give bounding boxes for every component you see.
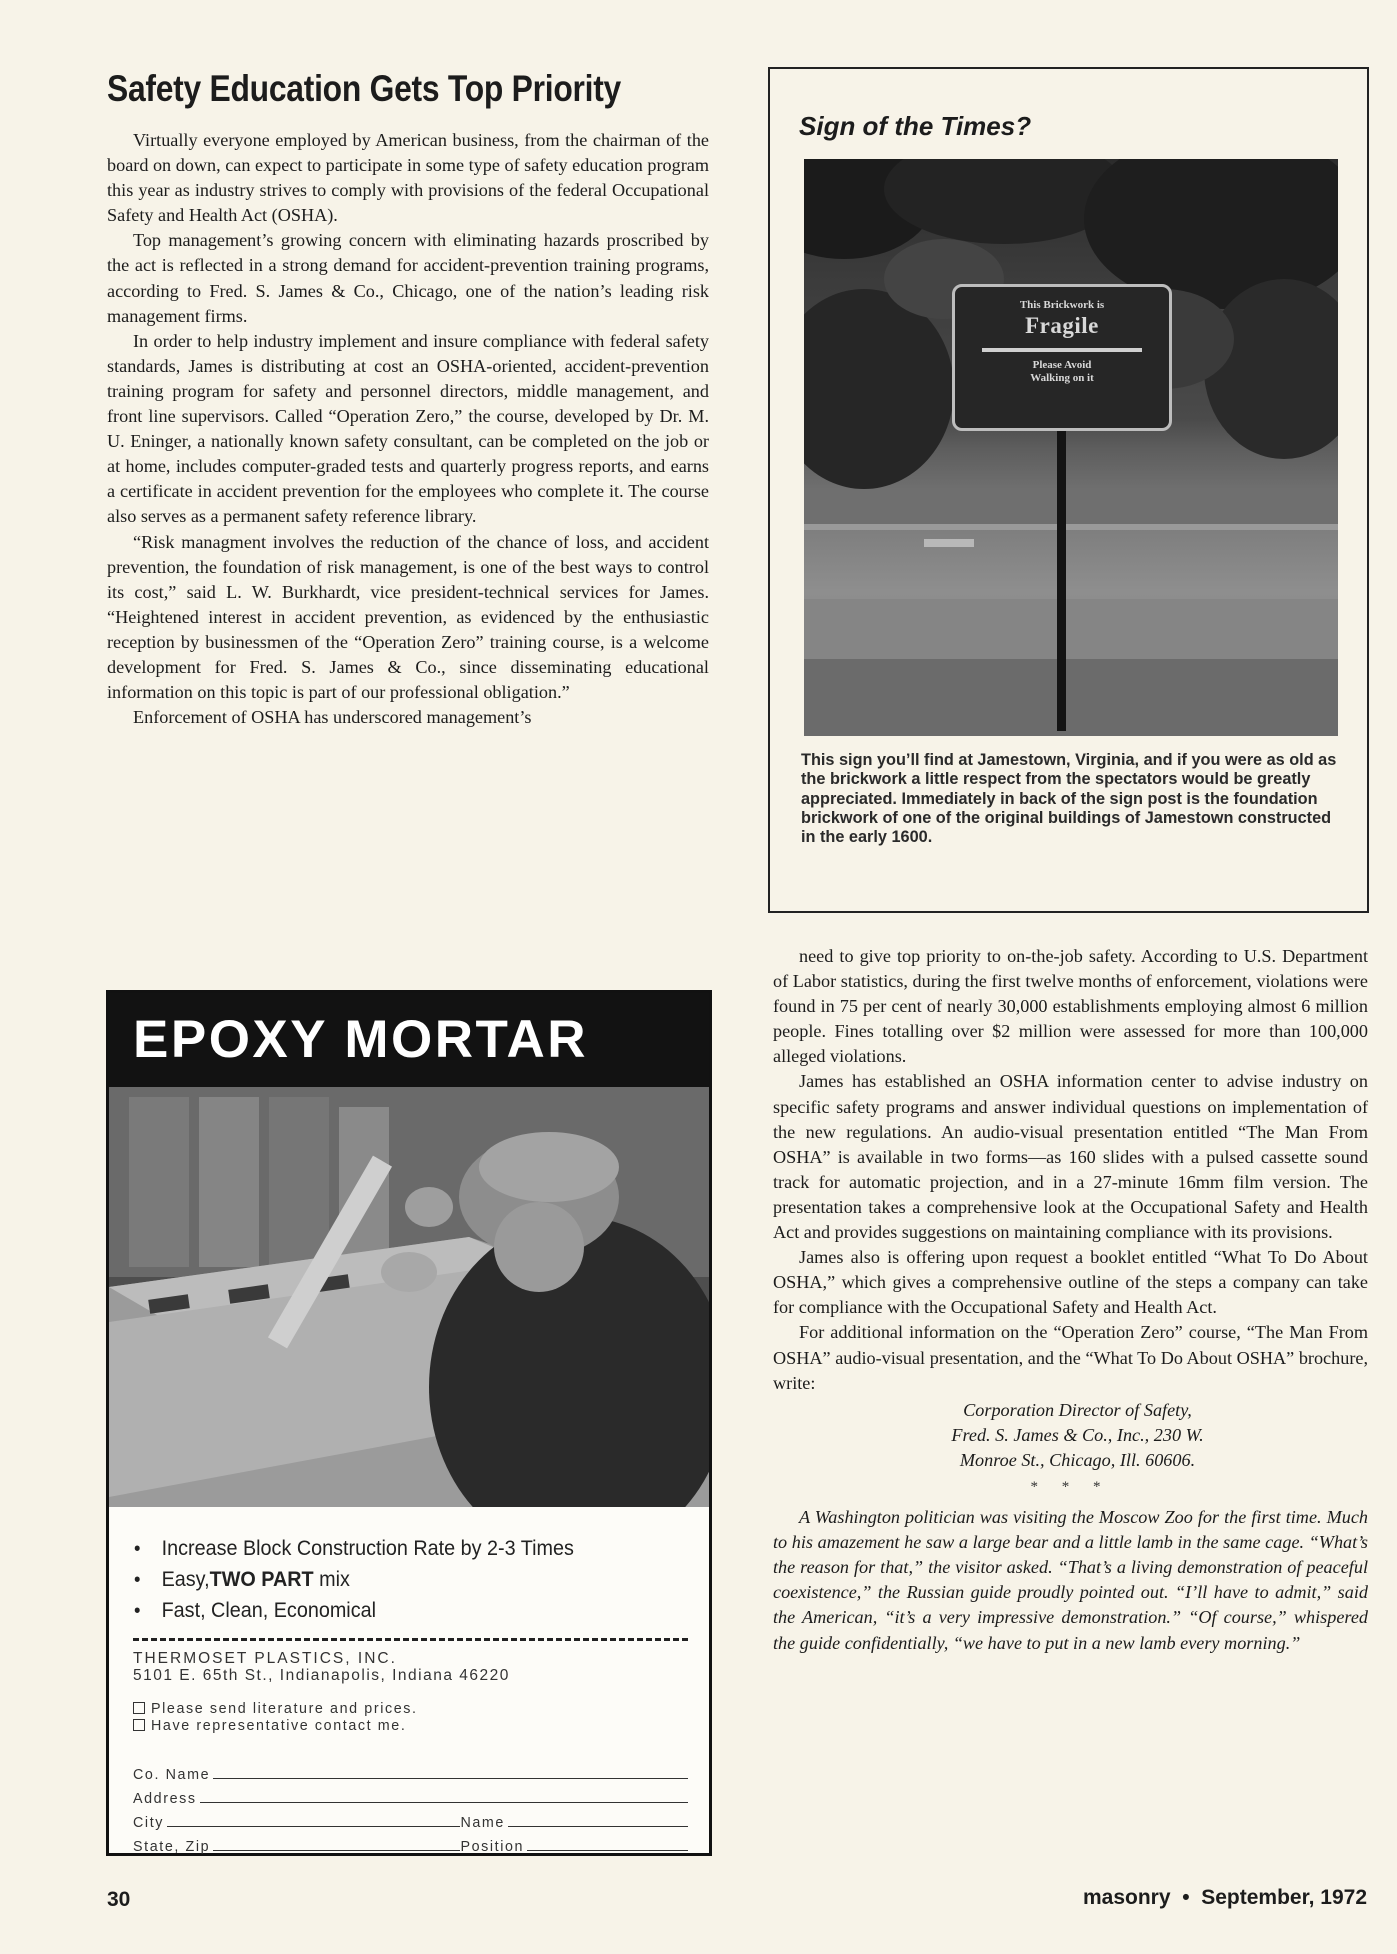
- address-line: Corporation Director of Safety,: [963, 1399, 1192, 1420]
- sidebar-title: Sign of the Times?: [799, 111, 1032, 141]
- ad-photo-worker: [109, 1087, 709, 1507]
- sign-divider: [982, 348, 1142, 352]
- coupon-option-literature[interactable]: [133, 1701, 688, 1718]
- field-label: State, Zip: [133, 1839, 211, 1855]
- ad-bullet-text: mix: [313, 1567, 350, 1591]
- article-paragraph: Virtually everyone employed by American business, from the chairman of the board on down, can expect to participate in some type of safety education program this year as industry strives to comply with provisions of the federal Occupational Safety and Health Act (OSHA).: [107, 130, 709, 226]
- article-paragraph: Enforcement of OSHA has underscored management’s: [133, 707, 532, 728]
- ad-coupon: [133, 1638, 688, 1855]
- coupon-option-representative[interactable]: [133, 1718, 688, 1735]
- sign-small-text: This Brickwork is: [1019, 299, 1105, 311]
- article-paragraph: For additional information on the “Operation Zero” course, “The Man From OSHA” audio-visual presentation, and the “What To Do About OSHA” brochure, write:: [773, 1322, 1368, 1393]
- ad-bullet-bold: TWO PART: [209, 1567, 314, 1591]
- epoxy-mortar-ad: [106, 990, 712, 1856]
- ad-photo-illustration: [109, 1087, 709, 1507]
- coupon-field-position[interactable]: [460, 1839, 688, 1855]
- sidebar-box: [768, 67, 1369, 913]
- jamestown-sign-photo: [804, 159, 1338, 736]
- filler-joke: A Washington politician was visiting the Moscow Zoo for the first time. Much to his amazement he saw a large bear and a little lamb in the same cage. “What’s the reason for that,” the visitor asked. “That’s a living demonstration of peaceful coexistence,” the Russian guide proudly pointed out. “I’ll have to admit,” said the American, “it’s a very impressive demonstration.” “Of course,” whispered the guide confidentially, “we have to put in a new lamb every morning.”: [773, 1507, 1368, 1653]
- article-paragraph: James also is offering upon request a booklet entitled “What To Do About OSHA,” which gives a comprehensive outline of the steps a company can take for compliance with the Occupational Safety and Health Act.: [773, 1247, 1368, 1318]
- ad-headline: EPOXY MORTAR: [109, 993, 709, 1087]
- coupon-field-name[interactable]: [460, 1815, 688, 1831]
- ad-bullet: [134, 1564, 649, 1595]
- checkbox-literature[interactable]: [133, 1702, 145, 1714]
- article-paragraph: “Risk managment involves the reduction of the chance of loss, and accident prevention, the foundation of risk management, is one of the best ways to control its cost,” said L. W. Burkhardt, vice president-technical services for James. “Heightened interest in accident prevention, as evidenced by the enthusiastic reception by businessmen of the “Operation Zero” training course, is a welcome development for Fred. S. James & Co., since disseminating educational information on this topic is part of our professional obligation.”: [107, 531, 709, 703]
- ad-bullet: [134, 1533, 649, 1564]
- sign-line: Walking on it: [1030, 372, 1094, 384]
- coupon-option-label: Have representative contact me.: [151, 1718, 407, 1734]
- sign-line: Please Avoid: [1032, 359, 1092, 371]
- coupon-field-state-zip[interactable]: [133, 1839, 460, 1855]
- article-paragraph: need to give top priority to on-the-job safety. According to U.S. Department of Labor statistics, during the first twelve months of enforcement, violations were found in 75 per cent of nearly 30,000 establishments employing almost 6 million people. Fines totalling over $2 million were assessed for more than 100,000 alleged violations.: [773, 946, 1368, 1067]
- sign-post: [1057, 431, 1066, 731]
- fragile-sign: [952, 284, 1172, 431]
- article-left-column: [107, 128, 709, 730]
- photo-caption: This sign you’ll find at Jamestown, Virginia, and if you were as old as the brickwork a little respect from the spectators would be greatly appreciated. Immediately in back of the sign post is the foundation brickwork of one of the original buildings of Jamestown constructed in the early 1600.: [801, 751, 1337, 847]
- contact-address: [773, 1398, 1368, 1473]
- ad-bullet-text: Easy,: [161, 1567, 210, 1591]
- coupon-option-label: Please send literature and prices.: [151, 1701, 418, 1717]
- field-label: Co. Name: [133, 1767, 211, 1783]
- article-paragraph: In order to help industry implement and insure compliance with federal safety standards, James is distributing at cost an OSHA-oriented, accident-prevention training program for safety and personnel directors, middle management, and front line supervisors. Called “Operation Zero,” the course, developed by Dr. M. U. Eninger, a nationally known safety consultant, can be completed on the job or at home, includes computer-graded tests and quarterly progress reports, and earns a certificate in accident prevention for the employees who complete it. The course also serves as a permanent safety reference library.: [107, 330, 709, 527]
- ad-bullet: [134, 1595, 649, 1626]
- coupon-field-city[interactable]: [133, 1815, 460, 1831]
- photo-foliage: [804, 159, 1338, 736]
- article-paragraph: Top management’s growing concern with eliminating hazards proscribed by the act is reflected in a strong demand for accident-prevention training programs, according to Fred. S. James & Co., Chicago, one of the nation’s leading risk management firms.: [107, 230, 709, 326]
- ad-bullet-text: Increase Block Construction Rate by 2-3 Times: [161, 1536, 574, 1560]
- checkbox-representative[interactable]: [133, 1719, 145, 1731]
- field-label: Name: [460, 1815, 505, 1831]
- address-line: Monroe St., Chicago, Ill. 60606.: [959, 1449, 1196, 1470]
- magazine-name: masonry: [1082, 1886, 1171, 1909]
- magazine-footer: [1083, 1886, 1367, 1910]
- issue-date: September, 1972: [1201, 1886, 1367, 1909]
- page-number: 30: [107, 1888, 131, 1911]
- coupon-field-address[interactable]: [133, 1791, 688, 1807]
- footer-bullet: •: [1182, 1886, 1190, 1909]
- coupon-company: THERMOSET PLASTICS, INC.: [133, 1650, 397, 1667]
- field-label: City: [133, 1815, 165, 1831]
- ad-bullet-list: [134, 1533, 649, 1626]
- field-label: Address: [133, 1791, 197, 1807]
- coupon-field-co-name[interactable]: [133, 1767, 688, 1783]
- address-line: Fred. S. James & Co., Inc., 230 W.: [951, 1424, 1204, 1445]
- section-separator: * * *: [1030, 1478, 1111, 1495]
- article-right-column: [773, 944, 1368, 1656]
- ad-bullet-text: Fast, Clean, Economical: [161, 1598, 376, 1622]
- field-label: Position: [460, 1839, 525, 1855]
- article-paragraph: James has established an OSHA information center to advise industry on specific safety programs and answer individual questions on implementation of the new regulations. An audio-visual presentation entitled “The Man From OSHA” is available in two forms—as 160 slides with a pulsed cassette sound track for automatic projection, and in a 27-minute 16mm film version. The presentation takes a comprehensive look at the Occupational Safety and Health Act and provides suggestions on maintaining compliance with its provisions.: [773, 1071, 1368, 1243]
- coupon-address: 5101 E. 65th St., Indianapolis, Indiana 46220: [133, 1667, 510, 1684]
- article-headline: Safety Education Gets Top Priority: [107, 68, 621, 109]
- sign-big-text: Fragile: [1025, 313, 1099, 338]
